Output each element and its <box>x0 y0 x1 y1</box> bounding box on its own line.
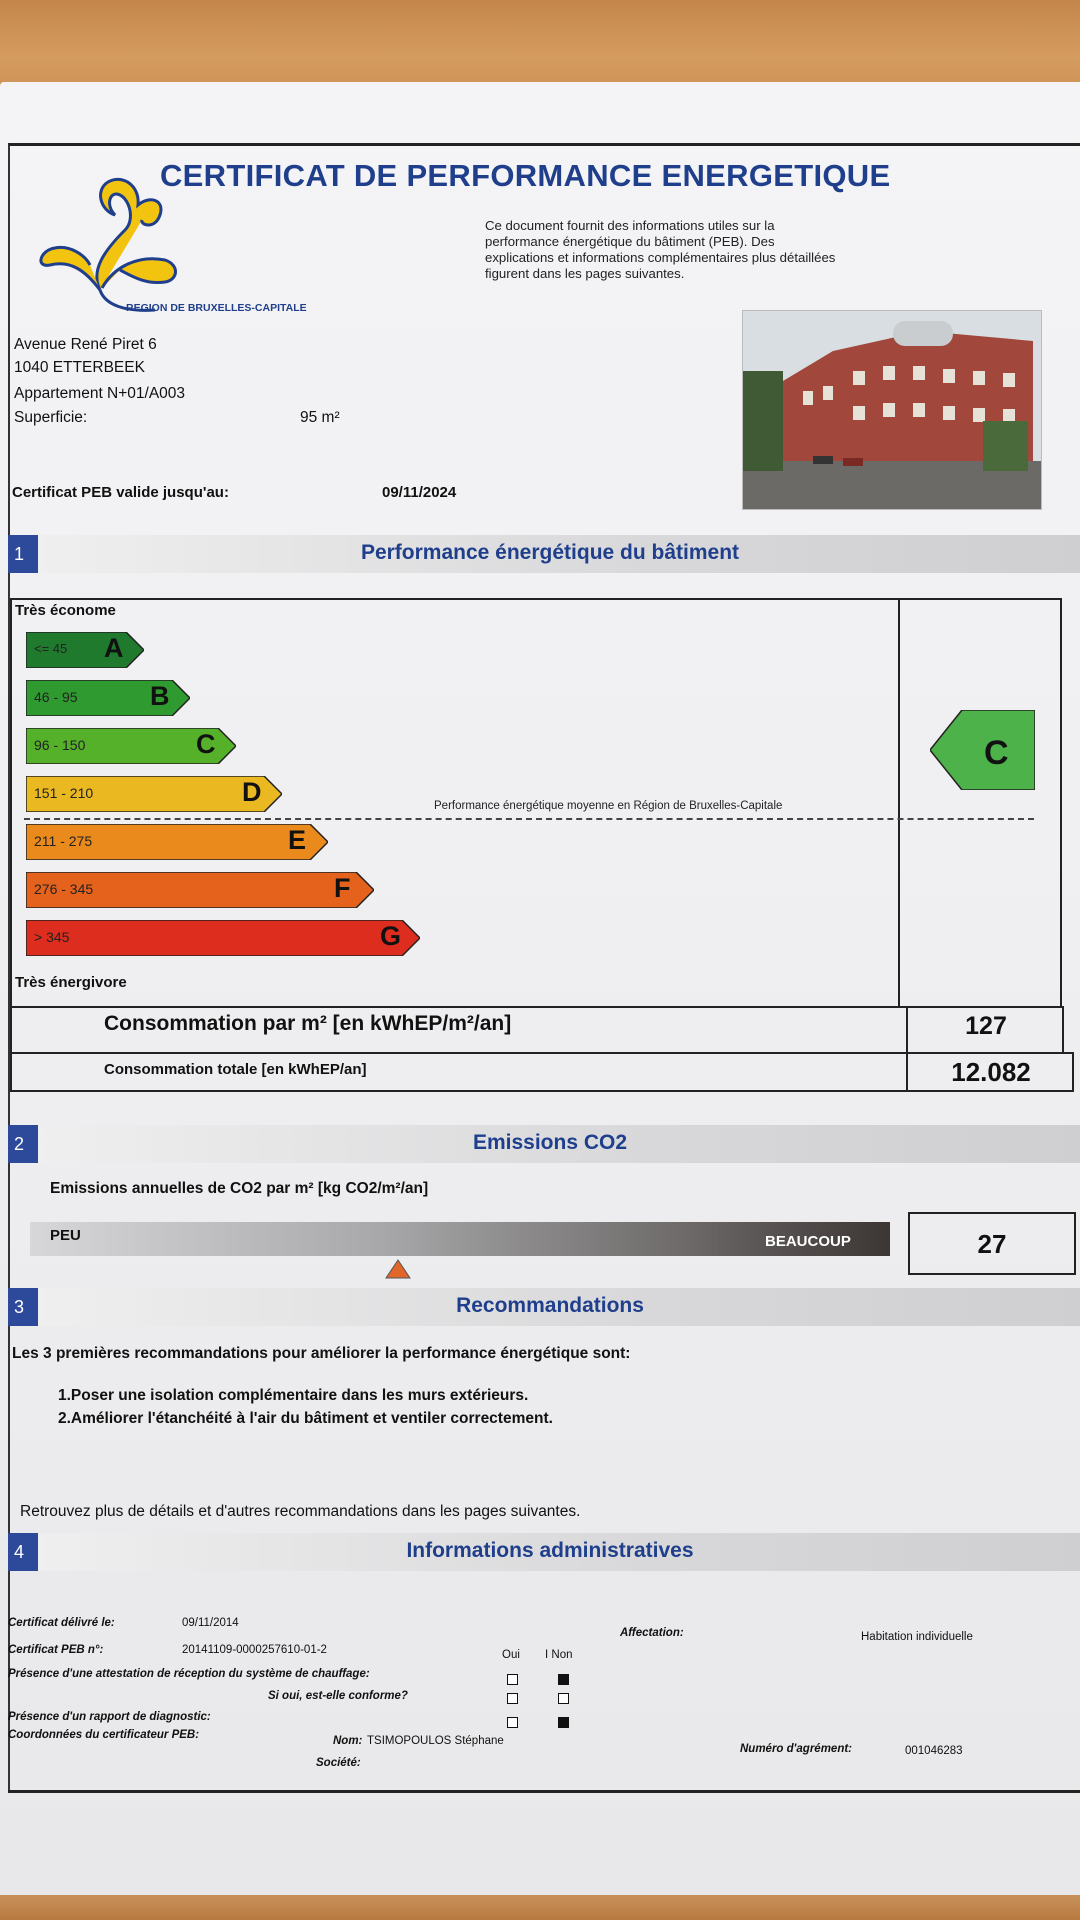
energy-class-range: 276 - 345 <box>34 881 94 897</box>
energy-class-b <box>26 680 190 716</box>
bottom-border <box>8 1790 1080 1793</box>
heating-oui-checkbox <box>507 1674 518 1685</box>
name-value: TSIMOPOULOS Stéphane <box>367 1735 504 1747</box>
validity-date: 09/11/2024 <box>382 484 457 501</box>
certificate-title: CERTIFICAT DE PERFORMANCE ENERGETIQUE <box>160 158 891 193</box>
affectation-label: Affectation: <box>620 1627 684 1639</box>
recommendation-item: 2.Améliorer l'étanchéité à l'air du bâtiment et ventiler correctement. <box>58 1410 553 1427</box>
intro-text: Ce document fournit des informations utiles sur la performance énergétique du bâtiment (PEB). Des explications et informations complémentaires plus détaillées figurent dans les pages suivantes. <box>485 218 836 281</box>
energy-class-d <box>26 776 282 812</box>
heating-non-checkbox <box>558 1674 569 1685</box>
conform-label: Si oui, est-elle conforme? <box>268 1690 408 1702</box>
certifier-label: Coordonnées du certificateur PEB: <box>8 1729 200 1741</box>
peb-number-label: Certificat PEB n°: <box>8 1644 104 1656</box>
energy-class-letter: B <box>150 681 170 711</box>
energy-class-range: 151 - 210 <box>34 785 94 801</box>
address-city: 1040 ETTERBEEK <box>14 359 145 376</box>
recommendation-item: 1.Poser une isolation complémentaire dans les murs extérieurs. <box>58 1387 529 1404</box>
co2-value: 27 <box>908 1212 1076 1275</box>
energy-class-letter: E <box>288 825 307 855</box>
section-4-title: Informations administratives <box>406 1539 694 1562</box>
heating-label: Présence d'une attestation de réception du système de chauffage: <box>8 1668 370 1680</box>
address-street: Avenue René Piret 6 <box>14 336 157 353</box>
energy-class-range: > 345 <box>34 929 70 945</box>
building-photo <box>742 310 1042 510</box>
section-1-number: 1 <box>8 535 38 573</box>
co2-label: Emissions annuelles de CO2 par m² [kg CO2/m²/an] <box>50 1180 429 1197</box>
energy-class-letter: G <box>380 921 402 951</box>
energy-class-a <box>26 632 144 668</box>
area-label: Superficie: <box>14 409 88 426</box>
consumption-m2-value: 127 <box>965 1012 1007 1040</box>
scale-bottom-label: Très énergivore <box>15 974 127 991</box>
diagnostic-non-checkbox <box>558 1717 569 1728</box>
energy-class-letter: C <box>196 729 216 759</box>
energy-class-range: 96 - 150 <box>34 737 86 753</box>
consumption-total-label: Consommation totale [en kWhEP/an] <box>104 1061 367 1078</box>
section-3-number: 3 <box>8 1288 38 1326</box>
affectation-value: Habitation individuelle <box>861 1631 973 1643</box>
recommendations-more: Retrouvez plus de détails et d'autres recommandations dans les pages suivantes. <box>20 1503 581 1520</box>
validity-label: Certificat PEB valide jusqu'au: <box>12 484 229 501</box>
diagnostic-label: Présence d'un rapport de diagnostic: <box>8 1711 211 1723</box>
average-line <box>24 818 1034 820</box>
agreement-label: Numéro d'agrément: <box>740 1743 853 1755</box>
section-4-number: 4 <box>8 1533 38 1571</box>
agreement-value: 001046283 <box>905 1745 963 1757</box>
energy-scale-separator <box>898 598 900 1008</box>
consumption-total-value: 12.082 <box>951 1057 1031 1087</box>
energy-class-c <box>26 728 236 764</box>
table-surface-bottom <box>0 1895 1080 1920</box>
average-text: Performance énergétique moyenne en Région de Bruxelles-Capitale <box>434 800 783 812</box>
energy-class-letter: A <box>104 633 124 663</box>
delivered-label: Certificat délivré le: <box>8 1617 115 1629</box>
conform-oui-checkbox <box>507 1693 518 1704</box>
energy-class-letter: D <box>242 777 262 807</box>
co2-marker-icon <box>384 1258 412 1280</box>
company-label: Société: <box>316 1757 361 1769</box>
section-1-title: Performance énergétique du bâtiment <box>360 541 740 564</box>
delivered-value: 09/11/2014 <box>182 1617 239 1629</box>
energy-class-range: <= 45 <box>34 641 68 656</box>
section-3-title: Recommandations <box>456 1294 644 1317</box>
oui-header: Oui <box>502 1649 520 1661</box>
name-label: Nom: <box>333 1735 363 1747</box>
region-label: REGION DE BRUXELLES-CAPITALE <box>126 302 307 314</box>
co2-high-label: BEAUCOUP <box>765 1233 851 1250</box>
rating-arrow <box>930 710 1035 790</box>
energy-class-range: 46 - 95 <box>34 689 78 705</box>
section-2-number: 2 <box>8 1125 38 1163</box>
diagnostic-oui-checkbox <box>507 1717 518 1728</box>
rating-letter: C <box>984 734 1009 772</box>
energy-class-e <box>26 824 328 860</box>
energy-class-g <box>26 920 420 956</box>
consumption-m2-label: Consommation par m² [en kWhEP/m²/an] <box>104 1012 512 1035</box>
co2-low-label: PEU <box>50 1227 81 1244</box>
energy-class-f <box>26 872 374 908</box>
recommendations-intro: Les 3 premières recommandations pour améliorer la performance énergétique sont: <box>12 1345 631 1362</box>
area-value: 95 m² <box>300 409 340 426</box>
address-unit: Appartement N+01/A003 <box>14 385 186 402</box>
non-header: I Non <box>545 1649 573 1661</box>
conform-non-checkbox <box>558 1693 569 1704</box>
energy-class-range: 211 - 275 <box>34 833 93 849</box>
co2-scale-bar <box>30 1222 890 1256</box>
scale-top-label: Très économe <box>15 602 116 619</box>
peb-number-value: 20141109-0000257610-01-2 <box>182 1644 327 1656</box>
section-2-title: Emissions CO2 <box>472 1131 628 1154</box>
energy-class-letter: F <box>334 873 351 903</box>
